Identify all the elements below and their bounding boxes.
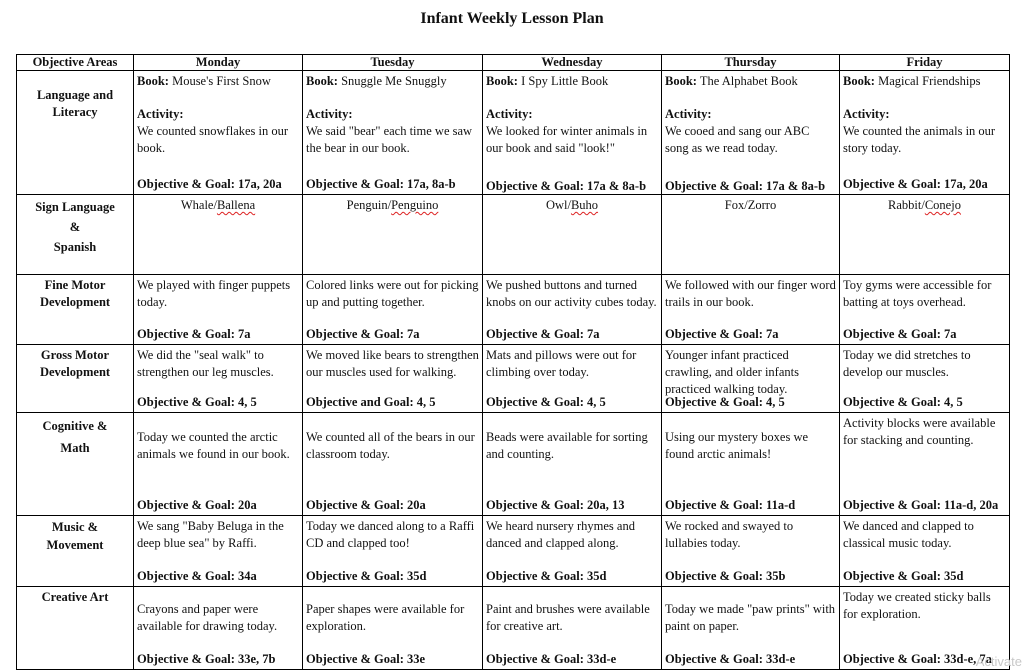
activity-text: Crayons and paper were available for drawing today. [137,602,278,633]
book-label: Book: [665,74,697,88]
cell-gross-thursday [662,345,840,413]
area-line: Spanish [53,240,97,254]
activity-text: We rocked and swayed to lullabies today. [665,519,794,550]
objective-goal: Objective & Goal: 35d [486,569,607,583]
activity-label: Activity: [843,107,890,121]
objective-goal: Objective & Goal: 7a [306,327,420,341]
objective-goal: Objective & Goal: 33d-e [486,652,617,666]
cell-language-monday [134,71,303,195]
activity-text: Today we danced along to a Raffi CD and clapped too! [306,519,475,550]
row-sign-language-spanish [17,195,1010,275]
book-label: Book: [843,74,875,88]
row-music-movement [17,516,1010,587]
sign-spanish: Zorro [747,198,777,212]
activity-label: Activity: [486,107,533,121]
activity-text: We counted snowflakes in our book. [137,124,289,155]
activity-text: Younger infant practiced crawling, and older infants practiced walking today. [665,348,799,396]
book-title: Magical Friendships [878,74,981,88]
objective-goal: Objective & Goal: 4, 5 [486,395,606,409]
sign-spanish: Ballena [216,198,256,212]
cell-music-thursday [662,516,840,587]
activity-text: Today we counted the arctic animals we found in our book. [137,430,290,461]
cell-sign-wednesday [483,195,662,275]
activity-text: We did the "seal walk" to strengthen our leg muscles. [137,348,274,379]
area-gross-motor: Gross Motor Development [17,345,134,413]
area-line: Movement [46,538,104,552]
row-creative-art [17,587,1010,670]
cell-language-wednesday [483,71,662,195]
cell-gross-friday [840,345,1010,413]
cell-cognitive-tuesday [303,413,483,516]
activity-text: Activity blocks were available for stacking and counting. [843,416,996,447]
objective-goal: Objective & Goal: 35b [665,569,786,583]
book-label: Book: [137,74,169,88]
sign-english: Penguin/ [346,198,392,212]
objective-goal: Objective & Goal: 4, 5 [665,395,785,409]
objective-goal: Objective & Goal: 33d-e [665,652,796,666]
objective-goal: Objective & Goal: 20a [306,498,426,512]
activity-text: Paint and brushes were available for creative art. [486,602,650,633]
objective-goal: Objective & Goal: 7a [665,327,779,341]
sign-english: Owl/ [545,198,571,212]
objective-goal: Objective & Goal: 17a, 20a [137,177,282,191]
area-fine-motor: Fine Motor Development [17,275,134,345]
book-title: The Alphabet Book [699,74,798,88]
objective-goal: Objective & Goal: 17a & 8a-b [486,179,647,193]
sign-english: Whale/ [180,198,217,212]
cell-creative-wednesday [483,587,662,670]
cell-language-friday [840,71,1010,195]
book-label: Book: [486,74,518,88]
objective-goal: Objective & Goal: 34a [137,569,257,583]
activity-text: Today we made "paw prints" with paint on paper. [665,602,836,633]
objective-goal: Objective & Goal: 7a [843,327,957,341]
book-title: Snuggle Me Snuggly [341,74,447,88]
cell-sign-friday [840,195,1010,275]
cell-cognitive-thursday [662,413,840,516]
activity-text: We looked for winter animals in our book and said "look!" [486,124,648,155]
activity-text: We danced and clapped to classical music today. [843,519,974,550]
header-friday: Friday [840,55,1010,71]
cell-music-friday [840,516,1010,587]
activity-text: We followed with our finger word trails in our book. [665,278,836,309]
activity-text: Mats and pillows were out for climbing over today. [486,348,637,379]
objective-goal: Objective & Goal: 7a [486,327,600,341]
activity-text: Today we created sticky balls for exploration. [843,590,991,621]
cell-gross-tuesday [303,345,483,413]
objective-goal: Objective & Goal: 20a [137,498,257,512]
activity-text: Using our mystery boxes we found arctic animals! [665,430,809,461]
cell-sign-thursday [662,195,840,275]
activity-text: We played with finger puppets today. [137,278,291,309]
area-line: Sign Language [35,200,115,214]
book-title: Mouse's First Snow [172,74,271,88]
header-objective-areas: Objective Areas [17,55,134,71]
activity-text: Today we did stretches to develop our muscles. [843,348,971,379]
objective-goal: Objective & Goal: 4, 5 [137,395,257,409]
objective-goal: Objective & Goal: 33d-e, 7a [843,652,992,666]
cell-creative-tuesday [303,587,483,670]
header-tuesday: Tuesday [303,55,483,71]
header-wednesday: Wednesday [483,55,662,71]
area-line: & [69,220,81,234]
activity-text: We moved like bears to strengthen our muscles used for walking. [306,348,479,379]
objective-goal: Objective & Goal: 17a & 8a-b [665,179,826,193]
cell-fine-thursday [662,275,840,345]
objective-goal: Objective & Goal: 11a-d, 20a [843,498,999,512]
area-creative-art: Creative Art [17,587,134,670]
cell-sign-tuesday [303,195,483,275]
objective-goal: Objective & Goal: 4, 5 [843,395,963,409]
area-language-literacy: Language and Literacy [17,71,134,195]
objective-goal: Objective & Goal: 17a, 8a-b [306,177,456,191]
activity-text: We counted all of the bears in our classroom today. [306,430,475,461]
activity-text: We cooed and sang our ABC song as we read today. [665,124,810,155]
cell-language-thursday [662,71,840,195]
objective-goal: Objective & Goal: 33e [306,652,426,666]
cell-cognitive-wednesday [483,413,662,516]
activity-text: We said "bear" each time we saw the bear in our book. [306,124,473,155]
cell-fine-monday [134,275,303,345]
area-line: Cognitive & [42,419,108,433]
header-thursday: Thursday [662,55,840,71]
activity-text: Toy gyms were accessible for batting at toys overhead. [843,278,992,309]
sign-english: Rabbit/ [888,198,925,212]
cell-fine-tuesday [303,275,483,345]
cell-language-tuesday [303,71,483,195]
cell-cognitive-monday [134,413,303,516]
sign-spanish: Conejo [924,198,961,212]
activity-label: Activity: [306,107,353,121]
activity-text: Paper shapes were available for exploration. [306,602,465,633]
row-gross-motor [17,345,1010,413]
activity-text: We sang "Baby Beluga in the deep blue sea" by Raffi. [137,519,284,550]
row-language-literacy [17,71,1010,195]
row-cognitive-math [17,413,1010,516]
activity-text: We pushed buttons and turned knobs on our activity cubes today. [486,278,657,309]
cell-cognitive-friday [840,413,1010,516]
activity-text: We heard nursery rhymes and danced and clapped along. [486,519,635,550]
activity-label: Activity: [137,107,184,121]
activity-text: Beads were available for sorting and counting. [486,430,648,461]
page-title: Infant Weekly Lesson Plan [420,10,604,27]
lesson-plan-table [16,54,1010,670]
header-monday: Monday [134,55,303,71]
area-line: Math [60,441,90,455]
area-line: Music & [51,520,99,534]
activity-label: Activity: [665,107,712,121]
area-cognitive-math [17,413,134,516]
objective-goal: Objective & Goal: 20a, 13 [486,498,625,512]
objective-goal: Objective & Goal: 35d [306,569,427,583]
objective-goal: Objective & Goal: 17a, 20a [843,177,988,191]
objective-goal: Objective & Goal: 7a [137,327,251,341]
area-music-movement [17,516,134,587]
sign-spanish: Penguino [391,198,439,212]
objective-goal: Objective and Goal: 4, 5 [306,395,436,409]
objective-goal: Objective & Goal: 33e, 7b [137,652,276,666]
activity-text: Colored links were out for picking up and putting together. [306,278,479,309]
book-label: Book: [306,74,338,88]
cell-fine-wednesday [483,275,662,345]
cell-music-wednesday [483,516,662,587]
cell-sign-monday [134,195,303,275]
cell-creative-monday [134,587,303,670]
activity-text: We counted the animals in our story today. [843,124,996,155]
sign-english: Fox/ [724,198,748,212]
book-title: I Spy Little Book [521,74,609,88]
cell-fine-friday [840,275,1010,345]
row-fine-motor [17,275,1010,345]
activate-watermark: Activate [975,654,1022,669]
cell-gross-wednesday [483,345,662,413]
header-row [17,55,1010,71]
objective-goal: Objective & Goal: 11a-d [665,498,796,512]
objective-goal: Objective & Goal: 35d [843,569,964,583]
cell-music-tuesday [303,516,483,587]
cell-creative-thursday [662,587,840,670]
area-sign-language-spanish [17,195,134,275]
sign-spanish: Buho [570,198,599,212]
cell-gross-monday [134,345,303,413]
cell-music-monday [134,516,303,587]
